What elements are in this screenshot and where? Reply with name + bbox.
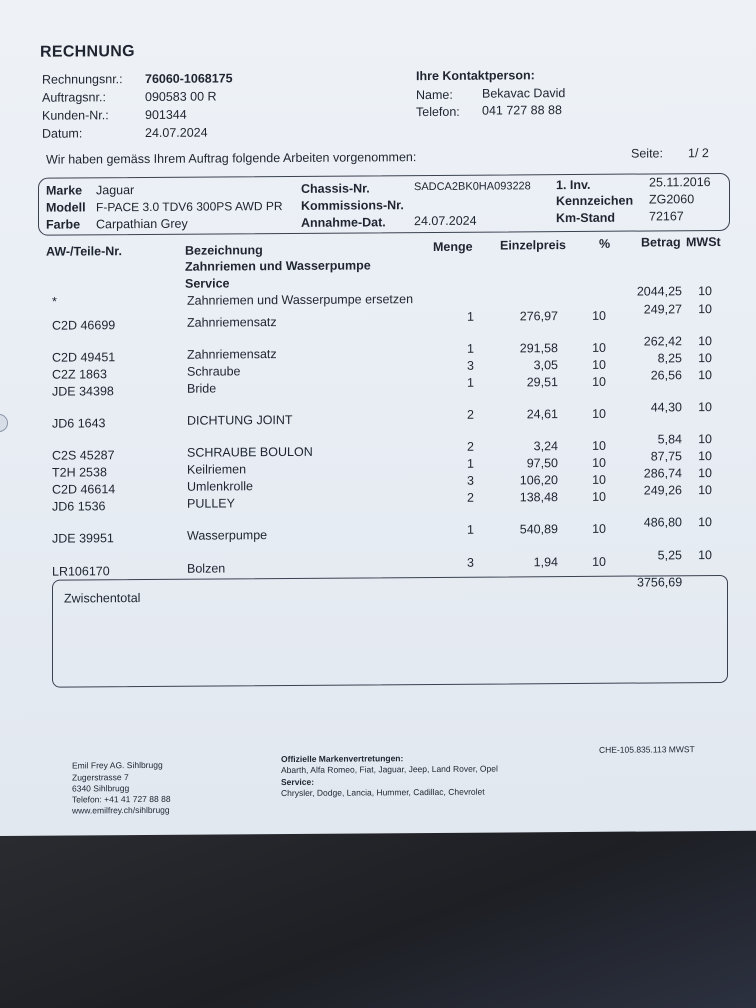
cell-vat: 10 <box>698 351 712 366</box>
page-number: 1/ 2 <box>688 146 709 161</box>
cell-vat: 10 <box>698 368 712 383</box>
cell-desc: SCHRAUBE BOULON <box>187 444 313 460</box>
cell-unit: 540,89 <box>519 522 558 537</box>
col-header-pct: % <box>599 236 611 251</box>
company-line: 6340 Sihlbrugg <box>72 783 130 794</box>
vat-number: CHE-105.835.113 MWST <box>599 744 695 755</box>
cell-unit: 3,24 <box>533 439 558 454</box>
cell-unit: 106,20 <box>519 473 558 488</box>
cell-desc: Zahnriemen und Wasserpumpe ersetzen <box>187 292 414 308</box>
cell-part: T2H 2538 <box>52 465 107 480</box>
cell-pct: 10 <box>592 472 606 487</box>
vehicle-label: Farbe <box>46 217 81 232</box>
contact-name: Bekavac David <box>482 86 566 101</box>
cell-part: JD6 1536 <box>52 499 106 514</box>
section-title: Zahnriemen und Wasserpumpe <box>185 258 371 274</box>
cell-unit: 276,97 <box>519 309 558 324</box>
cell-vat: 10 <box>698 466 712 481</box>
cell-amount: 5,25 <box>657 548 682 563</box>
cell-vat: 10 <box>698 483 712 498</box>
contact-phone: 041 727 88 88 <box>482 103 562 118</box>
cell-amount: 262,42 <box>643 334 682 349</box>
mileage: 72167 <box>649 209 684 224</box>
cell-amount: 8,25 <box>657 351 682 366</box>
cell-amount: 44,30 <box>650 400 682 415</box>
col-header-vat: MWSt <box>686 234 721 250</box>
cell-unit: 291,58 <box>519 341 558 356</box>
cell-pct: 10 <box>592 521 606 536</box>
cell-part: JDE 39951 <box>52 531 114 546</box>
cell-desc: Keilriemen <box>187 462 247 477</box>
vehicle-label: Kommissions-Nr. <box>301 198 404 213</box>
field-label: Rechnungsnr.: <box>42 72 123 87</box>
cell-part: C2D 46699 <box>52 318 116 333</box>
vehicle-label: Kennzeichen <box>556 193 634 209</box>
col-header-qty: Menge <box>433 239 473 254</box>
cell-unit: 138,48 <box>519 490 558 505</box>
cell-desc: Wasserpumpe <box>187 528 268 543</box>
cell-vat: 10 <box>698 432 712 447</box>
cell-qty: 2 <box>467 407 474 422</box>
cell-amount: 249,27 <box>643 302 682 317</box>
cell-desc: Umlenkrolle <box>187 479 253 494</box>
cell-qty: 1 <box>467 341 474 356</box>
vehicle-make: Jaguar <box>96 183 135 198</box>
cell-part: C2Z 1863 <box>52 367 107 382</box>
cell-unit: 97,50 <box>526 456 558 471</box>
field-label: Kunden-Nr.: <box>42 108 109 123</box>
cell-pct: 10 <box>592 374 606 389</box>
vehicle-model: F-PACE 3.0 TDV6 300PS AWD PR <box>96 199 283 215</box>
company-line: Emil Frey AG. Sihlbrugg <box>72 759 163 771</box>
vehicle-label: 1. Inv. <box>556 177 591 193</box>
contact-phone-label: Telefon: <box>416 104 460 120</box>
cell-pct: 10 <box>592 357 606 372</box>
cell-vat: 10 <box>698 449 712 464</box>
cell-qty: 2 <box>467 439 474 454</box>
cell-amount: 26,56 <box>650 368 682 383</box>
brands-list: Abarth, Alfa Romeo, Fiat, Jaguar, Jeep, Land Rover, Opel <box>281 763 498 776</box>
cell-desc: Zahnriemensatz <box>187 347 277 362</box>
vehicle-label: Km-Stand <box>556 210 616 226</box>
cell-vat: 10 <box>698 400 712 415</box>
first-registration: 25.11.2016 <box>649 175 711 190</box>
col-header-amount: Betrag <box>641 235 681 250</box>
field-label: Auftragsnr.: <box>42 90 106 105</box>
col-header-part: AW-/Teile-Nr. <box>46 244 122 259</box>
cell-unit: 24,61 <box>526 407 558 422</box>
cell-part: C2D 46614 <box>52 482 116 497</box>
cell-vat: 10 <box>698 284 712 299</box>
license-plate: ZG2060 <box>649 192 695 207</box>
customer-number: 901344 <box>145 107 187 122</box>
vehicle-label: Annahme-Dat. <box>301 215 386 230</box>
page-label: Seite: <box>631 146 663 161</box>
cell-qty: 3 <box>467 555 474 570</box>
cell-amount: 5,84 <box>657 432 682 447</box>
cell-unit: 29,51 <box>526 375 558 390</box>
cell-pct: 10 <box>592 308 606 323</box>
cell-amount: 286,74 <box>643 466 682 481</box>
cell-pct: 10 <box>592 554 606 569</box>
vehicle-label: Marke <box>46 183 83 198</box>
col-header-unit: Einzelpreis <box>500 238 566 253</box>
cell-unit: 1,94 <box>533 555 558 570</box>
dark-background <box>0 820 756 1008</box>
cell-pct: 10 <box>592 438 606 453</box>
cell-pct: 10 <box>592 455 606 470</box>
vehicle-color: Carpathian Grey <box>96 216 188 232</box>
cell-amount: 486,80 <box>643 515 682 530</box>
contact-name-label: Name: <box>416 87 453 103</box>
cell-part: JD6 1643 <box>52 416 106 431</box>
cell-desc: Bolzen <box>187 561 226 576</box>
cell-qty: 3 <box>467 358 474 373</box>
cell-vat: 10 <box>698 334 712 349</box>
company-line: www.emilfrey.ch/sihlbrugg <box>72 804 170 816</box>
cell-pct: 10 <box>592 340 606 355</box>
cell-vat: 10 <box>698 548 712 563</box>
cell-desc: Bride <box>187 381 217 396</box>
cell-part: C2D 49451 <box>52 350 116 365</box>
chassis-number: SADCA2BK0HA093228 <box>414 180 531 194</box>
invoice-date: 24.07.2024 <box>145 125 208 140</box>
cell-desc: Schraube <box>187 364 241 379</box>
cell-desc: PULLEY <box>187 496 235 511</box>
acceptance-date: 24.07.2024 <box>414 213 477 229</box>
field-label: Datum: <box>42 126 83 141</box>
invoice-title: RECHNUNG <box>40 43 135 61</box>
punch-hole <box>0 414 8 432</box>
cell-part: * <box>52 294 57 309</box>
company-line: Zugerstrasse 7 <box>72 772 129 783</box>
intro-text: Wir haben gemäss Ihrem Auftrag folgende Arbeiten vorgenommen: <box>46 150 417 167</box>
cell-vat: 10 <box>698 515 712 530</box>
vehicle-label: Chassis-Nr. <box>301 181 370 196</box>
section-subtitle: Service <box>185 276 230 291</box>
cell-desc: DICHTUNG JOINT <box>187 412 293 428</box>
cell-amount: 87,75 <box>650 449 682 464</box>
contact-heading: Ihre Kontaktperson: <box>416 68 535 84</box>
cell-part: C2S 45287 <box>52 448 115 463</box>
cell-desc: Zahnriemensatz <box>187 315 277 330</box>
service-list: Chrysler, Dodge, Lancia, Hummer, Cadillac, Chevrolet <box>281 786 485 799</box>
col-header-desc: Bezeichnung <box>185 243 263 258</box>
cell-vat: 10 <box>698 302 712 317</box>
cell-qty: 1 <box>467 309 474 324</box>
company-line: Telefon: +41 41 727 88 88 <box>72 793 171 805</box>
subtotal-amount: 3756,69 <box>637 575 683 590</box>
cell-qty: 1 <box>467 375 474 390</box>
cell-part: JDE 34398 <box>52 384 114 399</box>
cell-unit: 3,05 <box>533 358 558 373</box>
cell-pct: 10 <box>592 406 606 421</box>
cell-part: LR106170 <box>52 564 110 579</box>
subtotal-label: Zwischentotal <box>64 591 141 606</box>
cell-amount: 249,26 <box>643 483 682 498</box>
cell-qty: 1 <box>467 522 474 537</box>
subtotal-box <box>52 575 728 688</box>
cell-qty: 1 <box>467 456 474 471</box>
cell-pct: 10 <box>592 489 606 504</box>
order-number: 090583 00 R <box>145 89 217 104</box>
vehicle-label: Modell <box>46 200 86 215</box>
cell-amount: 2044,25 <box>636 284 682 299</box>
service-heading: Service: <box>281 776 315 788</box>
brands-heading: Offizielle Markenvertretungen: <box>281 753 404 765</box>
invoice-number: 76060-1068175 <box>145 71 233 86</box>
cell-qty: 2 <box>467 490 474 505</box>
cell-qty: 3 <box>467 473 474 488</box>
